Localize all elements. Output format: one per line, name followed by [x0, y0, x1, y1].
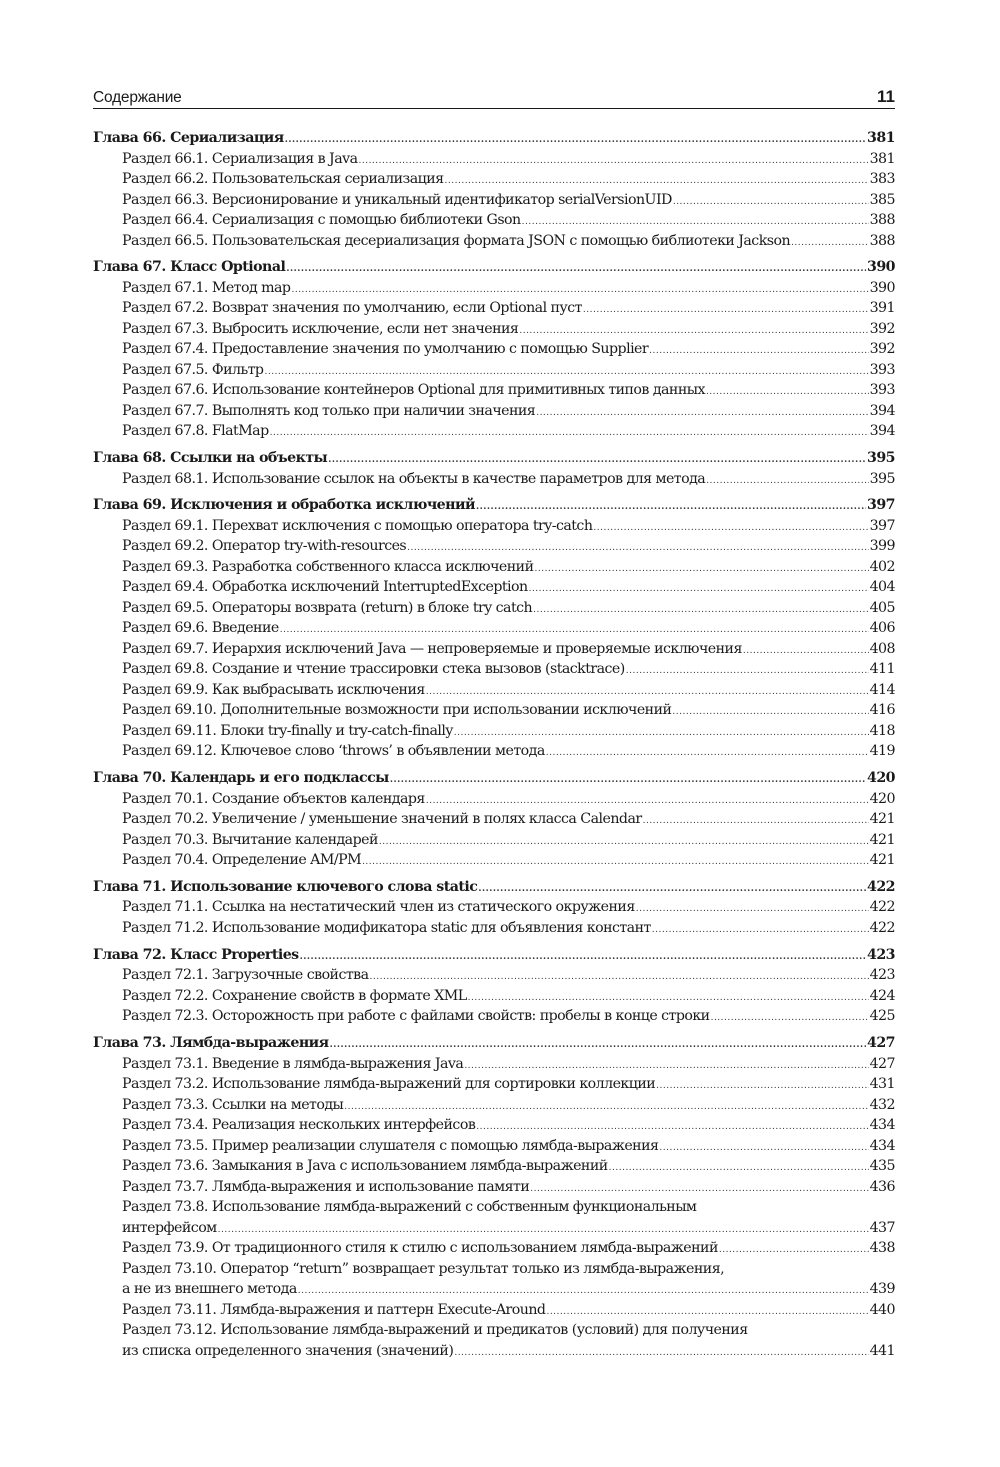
section-entry[interactable]	[93, 897, 895, 918]
dot-leader	[264, 362, 868, 381]
entry-page-number: 420	[867, 770, 895, 787]
dot-leader	[478, 879, 866, 898]
section-entry-continuation[interactable]	[93, 1279, 895, 1300]
entry-page-number: 394	[869, 423, 895, 440]
entry-page-number: 425	[869, 1008, 895, 1025]
table-of-contents	[93, 128, 895, 1361]
dot-leader	[291, 280, 868, 299]
entry-label: Раздел 73.10. Оператор “return” возвращает результат только из лямбда-выражения,	[122, 1260, 725, 1277]
dot-leader	[445, 171, 869, 190]
entry-page-number: 385	[869, 191, 895, 208]
section-entry[interactable]	[93, 680, 895, 701]
entry-page-number: 438	[869, 1240, 895, 1257]
section-entry[interactable]	[93, 298, 895, 319]
entry-page-number: 397	[869, 517, 895, 534]
entry-label: Раздел 69.6. Введение	[122, 620, 279, 637]
dot-leader	[270, 423, 869, 442]
entry-label: Раздел 73.1. Введение в лямбда-выражения Java	[122, 1055, 464, 1072]
dot-leader	[362, 852, 869, 871]
entry-page-number: 440	[869, 1301, 895, 1318]
entry-page-number: 394	[869, 402, 895, 419]
entry-page-number: 437	[869, 1219, 895, 1236]
dot-leader	[672, 702, 868, 721]
entry-page-number: 406	[869, 620, 895, 637]
section-entry[interactable]	[93, 1074, 895, 1095]
dot-leader	[370, 967, 869, 986]
section-entry[interactable]	[93, 918, 895, 939]
entry-label: Раздел 66.4. Сериализация с помощью библиотеки Gson	[122, 212, 521, 228]
entry-label: Глава 67. Класс Optional	[93, 259, 286, 276]
entry-label: Раздел 66.2. Пользовательская сериализация	[122, 171, 444, 187]
entry-page-number: 439	[869, 1281, 895, 1298]
section-entry[interactable]	[93, 741, 895, 762]
entry-page-number: 427	[869, 1055, 895, 1072]
entry-page-number: 422	[867, 878, 895, 895]
page-header	[93, 86, 895, 109]
entry-page-number: 436	[869, 1178, 895, 1195]
entry-label: Раздел 67.3. Выбросить исключение, если нет значения	[122, 320, 519, 337]
dot-leader	[546, 1302, 868, 1321]
dot-leader	[643, 811, 869, 830]
entry-page-number: 418	[869, 722, 895, 739]
section-entry[interactable]	[93, 319, 895, 340]
dot-leader	[454, 1343, 868, 1362]
dot-leader	[407, 538, 868, 557]
section-entry[interactable]	[93, 149, 895, 170]
entry-label: Раздел 69.12. Ключевое слово ‘throws’ в объявлении метода	[122, 743, 545, 760]
section-entry[interactable]	[93, 1259, 895, 1280]
entry-label: Раздел 69.7. Иерархия исключений Java — непроверяемые и проверяемые исключения	[122, 640, 742, 657]
dot-leader	[426, 682, 869, 701]
dot-leader	[344, 1097, 868, 1116]
entry-label: Раздел 73.12. Использование лямбда-выражений и предикатов (условий) для получения	[122, 1322, 748, 1339]
entry-label: Глава 68. Ссылки на объекты	[93, 450, 328, 467]
entry-label: Раздел 72.3. Осторожность при работе с файлами свойств: пробелы в конце строки	[122, 1008, 710, 1025]
dot-leader	[659, 1138, 868, 1157]
chapter-entry[interactable]	[93, 257, 895, 278]
entry-label: Раздел 68.1. Использование ссылок на объекты в качестве параметров для метода	[122, 470, 706, 487]
entry-page-number: 421	[869, 831, 895, 848]
entry-label: Глава 73. Лямбда-выражения	[93, 1035, 329, 1052]
entry-page-number: 388	[869, 232, 895, 249]
dot-leader	[711, 1008, 869, 1027]
entry-label: Раздел 70.3. Вычитание календарей	[122, 831, 378, 848]
entry-page-number: 395	[867, 450, 895, 467]
dot-leader	[280, 620, 869, 639]
chapter-block	[93, 448, 895, 489]
entry-label: Раздел 67.7. Выполнять код только при наличии значения	[122, 402, 536, 419]
entry-label: Раздел 71.2. Использование модификатора static для объявления констант	[122, 919, 651, 936]
chapter-entry[interactable]	[93, 768, 895, 789]
section-entry[interactable]	[93, 986, 895, 1007]
section-entry[interactable]	[93, 618, 895, 639]
section-entry[interactable]	[93, 639, 895, 660]
dot-leader	[583, 300, 869, 319]
dot-leader	[626, 661, 869, 680]
section-entry[interactable]	[93, 830, 895, 851]
dot-leader	[656, 1076, 868, 1095]
section-entry-continuation[interactable]	[93, 1218, 895, 1239]
entry-label: Раздел 67.4. Предоставление значения по умолчанию с помощью Supplier	[122, 341, 649, 358]
entry-label: Глава 71. Использование ключевого слова static	[93, 878, 478, 895]
dot-leader	[298, 1281, 869, 1300]
entry-page-number: 397	[867, 497, 895, 514]
dot-leader	[285, 130, 866, 149]
entry-page-number: 393	[869, 382, 895, 399]
section-entry[interactable]	[93, 1006, 895, 1027]
dot-leader	[649, 341, 868, 360]
entry-label: Раздел 66.3. Версионирование и уникальный идентификатор serialVersionUID	[122, 191, 672, 208]
entry-page-number: 392	[869, 341, 895, 358]
entry-label: Раздел 72.2. Сохранение свойств в формате XML	[122, 987, 467, 1004]
chapter-block	[93, 495, 895, 762]
section-entry[interactable]	[93, 557, 895, 578]
chapter-block	[93, 128, 895, 251]
dot-leader	[454, 723, 869, 742]
running-title: Содержание	[93, 89, 182, 106]
dot-leader	[719, 1240, 869, 1259]
entry-page-number: 435	[869, 1158, 895, 1175]
section-entry[interactable]	[93, 278, 895, 299]
chapter-block	[93, 768, 895, 871]
entry-label: Раздел 66.5. Пользовательская десериализация формата JSON с помощью библиотеки Jackson	[122, 232, 791, 249]
section-entry[interactable]	[93, 516, 895, 537]
entry-label: Раздел 69.9. Как выбрасывать исключения	[122, 681, 425, 698]
entry-label: Раздел 69.3. Разработка собственного класса исключений	[122, 558, 534, 575]
dot-leader	[358, 151, 868, 170]
entry-label: Глава 72. Класс Properties	[93, 946, 299, 963]
dot-leader	[533, 600, 868, 619]
section-entry[interactable]	[93, 809, 895, 830]
entry-page-number: 416	[869, 702, 895, 719]
entry-label: Раздел 72.1. Загрузочные свойства	[122, 967, 369, 984]
entry-page-number: 411	[869, 661, 895, 678]
dot-leader	[300, 947, 866, 966]
chapter-entry[interactable]	[93, 128, 895, 149]
entry-label: Раздел 73.6. Замыкания в Java с использованием лямбда-выражений	[122, 1158, 608, 1175]
entry-page-number: 390	[867, 259, 895, 276]
entry-label: из списка определенного значения (значений)	[122, 1342, 454, 1359]
dot-leader	[743, 641, 869, 660]
section-entry[interactable]	[93, 1197, 895, 1218]
section-entry[interactable]	[93, 210, 895, 231]
section-entry[interactable]	[93, 721, 895, 742]
entry-label: Раздел 69.2. Оператор try-with-resources	[122, 538, 407, 555]
entry-label: Раздел 73.9. От традиционного стиля к стилю с использованием лямбда-выражений	[122, 1240, 718, 1257]
entry-label: Раздел 71.1. Ссылка на нестатический член из статического окружения	[122, 899, 635, 916]
section-entry[interactable]	[93, 169, 895, 190]
entry-label: Раздел 67.2. Возврат значения по умолчанию, если Optional пуст	[122, 300, 582, 317]
entry-page-number: 434	[869, 1137, 895, 1154]
entry-label: Глава 66. Сериализация	[93, 130, 284, 146]
entry-page-number: 404	[869, 579, 895, 596]
dot-leader	[519, 321, 868, 340]
entry-label: Глава 70. Календарь и его подклассы	[93, 770, 389, 787]
dot-leader	[390, 770, 866, 789]
entry-page-number: 388	[869, 212, 895, 228]
dot-leader	[529, 579, 869, 598]
entry-page-number: 381	[867, 130, 895, 146]
entry-page-number: 419	[869, 743, 895, 760]
section-entry[interactable]	[93, 1095, 895, 1116]
chapter-block	[93, 1033, 895, 1361]
entry-page-number: 432	[869, 1096, 895, 1113]
entry-label: Раздел 69.8. Создание и чтение трассировки стека вызовов (stacktrace)	[122, 661, 625, 678]
dot-leader	[328, 450, 866, 469]
entry-page-number: 431	[869, 1076, 895, 1093]
entry-page-number: 422	[869, 919, 895, 936]
entry-page-number: 423	[869, 967, 895, 984]
section-entry[interactable]	[93, 789, 895, 810]
section-entry[interactable]	[93, 190, 895, 211]
section-entry[interactable]	[93, 339, 895, 360]
section-entry[interactable]	[93, 1054, 895, 1075]
entry-label: Раздел 70.4. Определение AM/PM	[122, 852, 362, 869]
entry-page-number: 383	[869, 171, 895, 187]
entry-label: Раздел 69.1. Перехват исключения с помощью оператора try-catch	[122, 517, 593, 534]
section-entry[interactable]	[93, 965, 895, 986]
entry-page-number: 434	[869, 1117, 895, 1134]
section-entry[interactable]	[93, 1177, 895, 1198]
dot-leader	[476, 1117, 868, 1136]
entry-label: Раздел 69.5. Операторы возврата (return) в блоке try catch	[122, 599, 533, 616]
entry-page-number: 420	[869, 790, 895, 807]
chapter-entry[interactable]	[93, 495, 895, 516]
dot-leader	[546, 743, 869, 762]
page-number: 11	[877, 87, 895, 106]
dot-leader	[530, 1179, 868, 1198]
dot-leader	[468, 988, 869, 1007]
dot-leader	[522, 212, 869, 231]
entry-page-number: 391	[869, 300, 895, 317]
section-entry[interactable]	[93, 1300, 895, 1321]
entry-label: Раздел 69.10. Дополнительные возможности при использовании исключений	[122, 702, 672, 719]
section-entry[interactable]	[93, 850, 895, 871]
dot-leader	[534, 559, 868, 578]
section-entry[interactable]	[93, 598, 895, 619]
entry-page-number: 441	[869, 1342, 895, 1359]
entry-label: Раздел 67.6. Использование контейнеров Optional для примитивных типов данных	[122, 382, 705, 399]
entry-label: Раздел 70.2. Увеличение / уменьшение значений в полях класса Calendar	[122, 811, 642, 828]
section-entry[interactable]	[93, 659, 895, 680]
dot-leader	[476, 497, 866, 516]
section-entry[interactable]	[93, 421, 895, 442]
entry-label: Раздел 70.1. Создание объектов календаря	[122, 790, 425, 807]
section-entry[interactable]	[93, 1238, 895, 1259]
entry-page-number: 392	[869, 320, 895, 337]
entry-label: Раздел 73.8. Использование лямбда-выражений с собственным функциональным	[122, 1199, 697, 1216]
entry-label: Раздел 66.1. Сериализация в Java	[122, 150, 358, 167]
entry-label: Раздел 67.8. FlatMap	[122, 423, 269, 440]
entry-page-number: 414	[869, 681, 895, 698]
entry-page-number: 395	[869, 470, 895, 487]
section-entry[interactable]	[93, 1156, 895, 1177]
chapter-entry[interactable]	[93, 945, 895, 966]
entry-label: Раздел 73.3. Ссылки на методы	[122, 1096, 344, 1113]
dot-leader	[636, 899, 869, 918]
entry-page-number: 427	[867, 1035, 895, 1052]
entry-page-number: 422	[869, 899, 895, 916]
entry-page-number: 390	[869, 279, 895, 296]
entry-label: Раздел 73.2. Использование лямбда-выражений для сортировки коллекции	[122, 1076, 656, 1093]
section-entry[interactable]	[93, 1115, 895, 1136]
entry-label: Раздел 67.5. Фильтр	[122, 361, 264, 378]
section-entry[interactable]	[93, 401, 895, 422]
section-entry[interactable]	[93, 231, 895, 252]
entry-page-number: 381	[869, 150, 895, 167]
dot-leader	[673, 192, 869, 211]
entry-label: а не из внешнего метода	[122, 1281, 297, 1298]
entry-label: Раздел 69.4. Обработка исключений InterruptedException	[122, 579, 528, 596]
dot-leader	[218, 1220, 869, 1239]
entry-page-number: 399	[869, 538, 895, 555]
entry-label: Раздел 73.11. Лямбда-выражения и паттерн Execute-Around	[122, 1301, 546, 1318]
entry-page-number: 393	[869, 361, 895, 378]
entry-label: Раздел 67.1. Метод map	[122, 279, 291, 296]
section-entry[interactable]	[93, 360, 895, 381]
dot-leader	[426, 791, 869, 810]
dot-leader	[593, 518, 868, 537]
entry-label: Раздел 73.4. Реализация нескольких интерфейсов	[122, 1117, 476, 1134]
chapter-entry[interactable]	[93, 877, 895, 898]
entry-label: Раздел 73.7. Лямбда-выражения и использование памяти	[122, 1178, 530, 1195]
entry-page-number: 408	[869, 640, 895, 657]
section-entry-continuation[interactable]	[93, 1341, 895, 1362]
section-entry[interactable]	[93, 577, 895, 598]
dot-leader	[464, 1056, 868, 1075]
entry-page-number: 402	[869, 558, 895, 575]
dot-leader	[791, 233, 869, 252]
entry-label: Раздел 69.11. Блоки try-finally и try-catch-finally	[122, 722, 453, 739]
dot-leader	[536, 403, 868, 422]
dot-leader	[706, 471, 868, 490]
entry-page-number: 424	[869, 987, 895, 1004]
section-entry[interactable]	[93, 469, 895, 490]
section-entry[interactable]	[93, 700, 895, 721]
chapter-block	[93, 257, 895, 442]
entry-page-number: 423	[867, 946, 895, 963]
dot-leader	[286, 259, 866, 278]
entry-label: Глава 69. Исключения и обработка исключений	[93, 497, 475, 514]
section-entry[interactable]	[93, 1136, 895, 1157]
chapter-entry[interactable]	[93, 448, 895, 469]
entry-page-number: 405	[869, 599, 895, 616]
section-entry[interactable]	[93, 1320, 895, 1341]
dot-leader	[706, 382, 869, 401]
chapter-block	[93, 945, 895, 1027]
section-entry[interactable]	[93, 380, 895, 401]
entry-page-number: 421	[869, 852, 895, 869]
dot-leader	[652, 920, 869, 939]
dot-leader	[330, 1035, 866, 1054]
dot-leader	[609, 1158, 869, 1177]
toc-page	[93, 86, 895, 1367]
entry-page-number: 421	[869, 811, 895, 828]
entry-label: интерфейсом	[122, 1219, 217, 1236]
chapter-block	[93, 877, 895, 939]
dot-leader	[379, 832, 869, 851]
chapter-entry[interactable]	[93, 1033, 895, 1054]
section-entry[interactable]	[93, 536, 895, 557]
entry-label: Раздел 73.5. Пример реализации слушателя с помощью лямбда-выражения	[122, 1137, 659, 1154]
